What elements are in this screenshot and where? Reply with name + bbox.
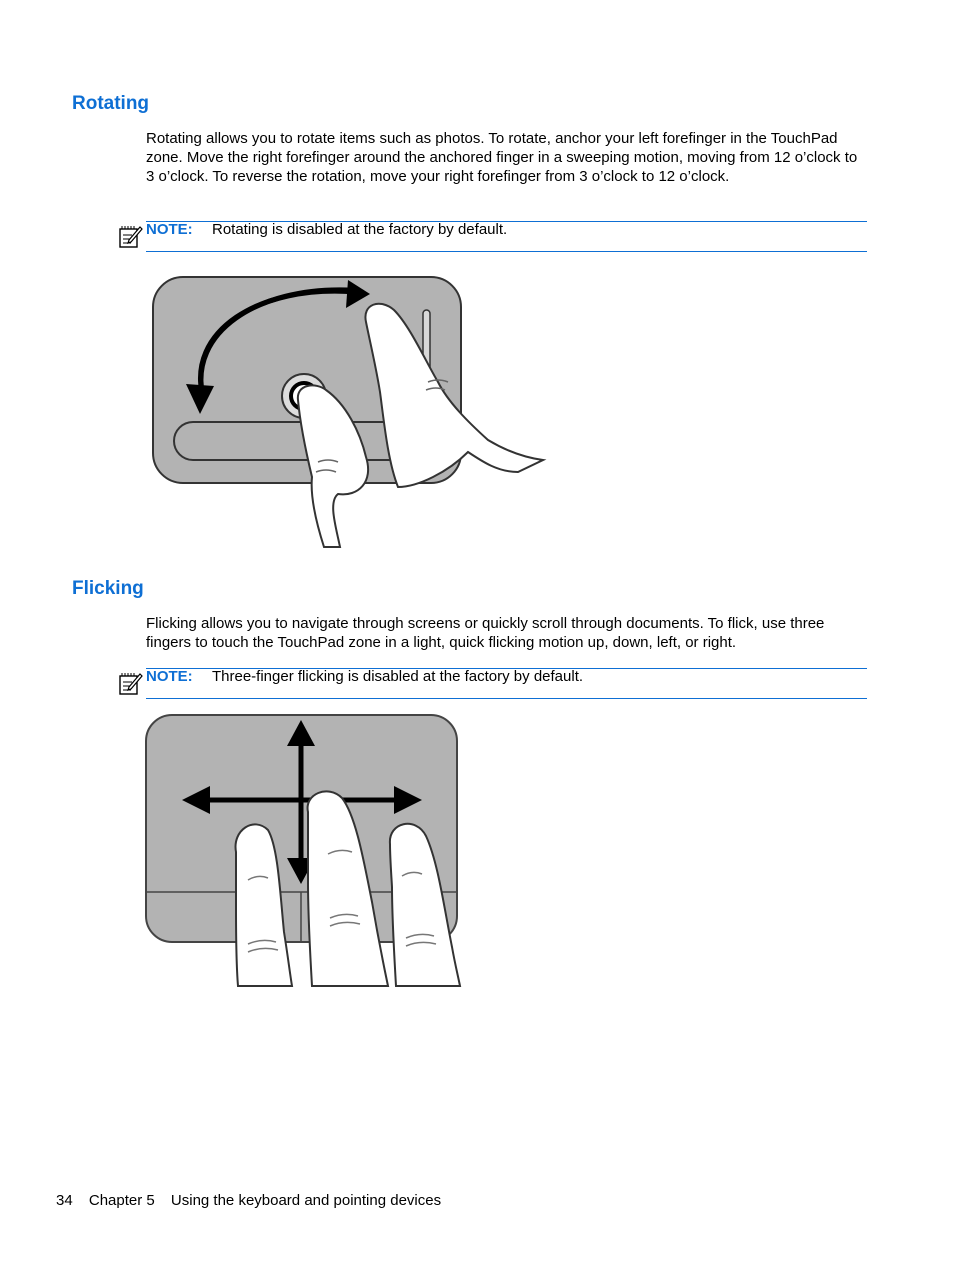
note-text: Rotating is disabled at the factory by default. — [212, 221, 508, 238]
flicking-illustration — [144, 712, 464, 988]
note-rule-bottom — [146, 251, 867, 252]
footer-chapter-title: Using the keyboard and pointing devices — [170, 1192, 442, 1209]
note-flicking — [117, 668, 867, 698]
section-heading-rotating: Rotating — [72, 93, 150, 114]
note-label: NOTE: — [146, 668, 193, 685]
footer-chapter: Chapter 5 — [88, 1192, 155, 1209]
page-number: 34 — [56, 1192, 73, 1209]
note-rule-bottom — [146, 698, 867, 699]
section-heading-flicking: Flicking — [72, 578, 144, 599]
note-icon — [117, 670, 143, 696]
flicking-body: Flicking allows you to navigate through screens or quickly scroll through documents. To flick, use three fingers to touch the TouchPad zone in a light, quick flicking motion up, down, left, or right. — [146, 615, 825, 651]
note-text: Three-finger flicking is disabled at the factory by default. — [212, 668, 584, 685]
rotating-body: Rotating allows you to rotate items such as photos. To rotate, anchor your left forefinger in the TouchPad zone. Move the right forefinger around the anchored finger in a sweeping motion, moving from 12 o’clock to 3 o’clock. To reverse the rotation, move your right forefinger from 3 o’clock to 12 o’clock. — [146, 130, 858, 185]
touchpad-button-zone — [174, 422, 420, 460]
note-rotating — [117, 221, 867, 251]
rotating-illustration — [148, 272, 548, 552]
page-footer — [56, 1192, 453, 1209]
note-icon — [117, 223, 143, 249]
note-label: NOTE: — [146, 221, 193, 238]
